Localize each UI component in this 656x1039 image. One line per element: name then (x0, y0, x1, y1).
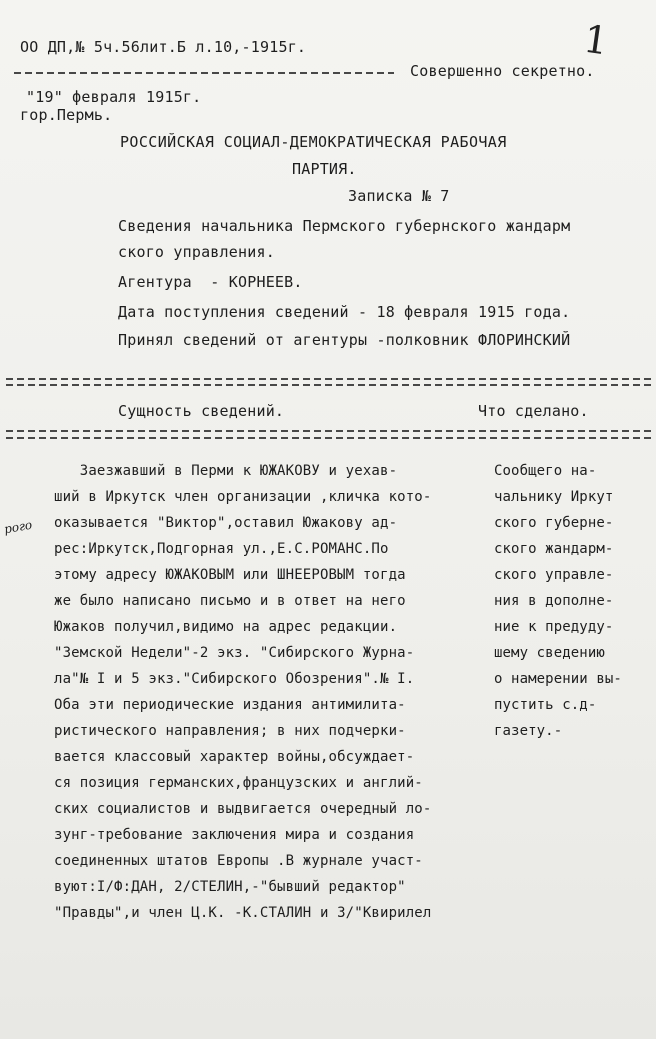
body-line: ла"№ I и 5 экз."Сибирского Обозрения".№ I. (54, 671, 415, 687)
separator-dashes-top (14, 72, 394, 74)
column-header-done: Что сделано. (478, 402, 589, 420)
separator-dashes-4 (6, 437, 652, 439)
action-line: о намерении вы- (494, 671, 622, 687)
handwritten-page-number: 1 (581, 16, 612, 64)
body-line: Заезжавший в Перми к ЮЖАКОВУ и уехав- (54, 463, 398, 479)
body-line: зунг-требование заключения мира и создания (54, 827, 415, 843)
body-line: Южаков получил,видимо на адрес редакции. (54, 619, 398, 635)
received-date-line: Дата поступления сведений - 18 февраля 1915 года. (118, 303, 571, 321)
body-line: "Земской Недели"-2 экз. "Сибирского Журна- (54, 645, 415, 661)
note-number: Записка № 7 (348, 187, 450, 205)
body-line: рес:Иркутск,Подгорная ул.,Е.С.РОМАНС.По (54, 541, 389, 557)
body-line: ся позиция германских,французских и англий- (54, 775, 423, 791)
document-date: "19" февраля 1915г. (26, 88, 202, 106)
body-line: оказывается "Виктор",оставил Южакову ад- (54, 515, 398, 531)
separator-dashes-2 (6, 384, 652, 386)
source-line-1: Сведения начальника Пермского губернского жандарм (118, 217, 571, 235)
action-line: ние к предуду- (494, 619, 614, 635)
margin-handwritten-note: рого (2, 517, 34, 537)
agent-line: Агентура - КОРНЕЕВ. (118, 273, 303, 291)
body-line: вается классовый характер войны,обсуждает- (54, 749, 415, 765)
column-header-essence: Сущность сведений. (118, 402, 285, 420)
action-line: газету.- (494, 723, 563, 739)
party-title-line1: РОССИЙСКАЯ СОЦИАЛ-ДЕМОКРАТИЧЕСКАЯ РАБОЧАЯ (120, 133, 507, 151)
body-line: же было написано письмо и в ответ на него (54, 593, 406, 609)
body-line: "Правды",и член Ц.К. -К.СТАЛИН и 3/"Квирилел (54, 905, 432, 921)
action-line: Сообщего на- (494, 463, 597, 479)
archive-reference: ОО ДП,№ 5ч.56лит.Б л.10,-1915г. (20, 38, 307, 56)
action-line: шему сведению (494, 645, 605, 661)
body-line: вуют:I/Ф:ДАН, 2/СТЕЛИН,-"бывший редактор" (54, 879, 406, 895)
separator-dashes-3 (6, 430, 652, 432)
action-line: чальнику Иркут (494, 489, 614, 505)
document-city: гор.Пермь. (20, 106, 113, 124)
body-line: этому адресу ЮЖАКОВЫМ или ШНЕЕРОВЫМ тогда (54, 567, 406, 583)
action-line: ния в дополне- (494, 593, 614, 609)
received-by-line: Принял сведений от агентуры -полковник ФЛОРИНСКИЙ (118, 331, 571, 349)
secrecy-stamp: Совершенно секретно. (410, 62, 595, 80)
action-line: ского губерне- (494, 515, 614, 531)
body-line: Оба эти периодические издания антимилита- (54, 697, 406, 713)
source-line-2: ского управления. (118, 243, 275, 261)
body-line: ских социалистов и выдвигается очередный ло- (54, 801, 432, 817)
body-line: ристического направления; в них подчерки- (54, 723, 406, 739)
separator-dashes-1 (6, 378, 652, 380)
body-line: соединенных штатов Европы .В журнале участ- (54, 853, 423, 869)
party-title-line2: ПАРТИЯ. (292, 160, 357, 178)
action-line: пустить с.д- (494, 697, 597, 713)
action-line: ского управле- (494, 567, 614, 583)
body-line: ший в Иркутск член организации ,кличка кото- (54, 489, 432, 505)
action-line: ского жандарм- (494, 541, 614, 557)
